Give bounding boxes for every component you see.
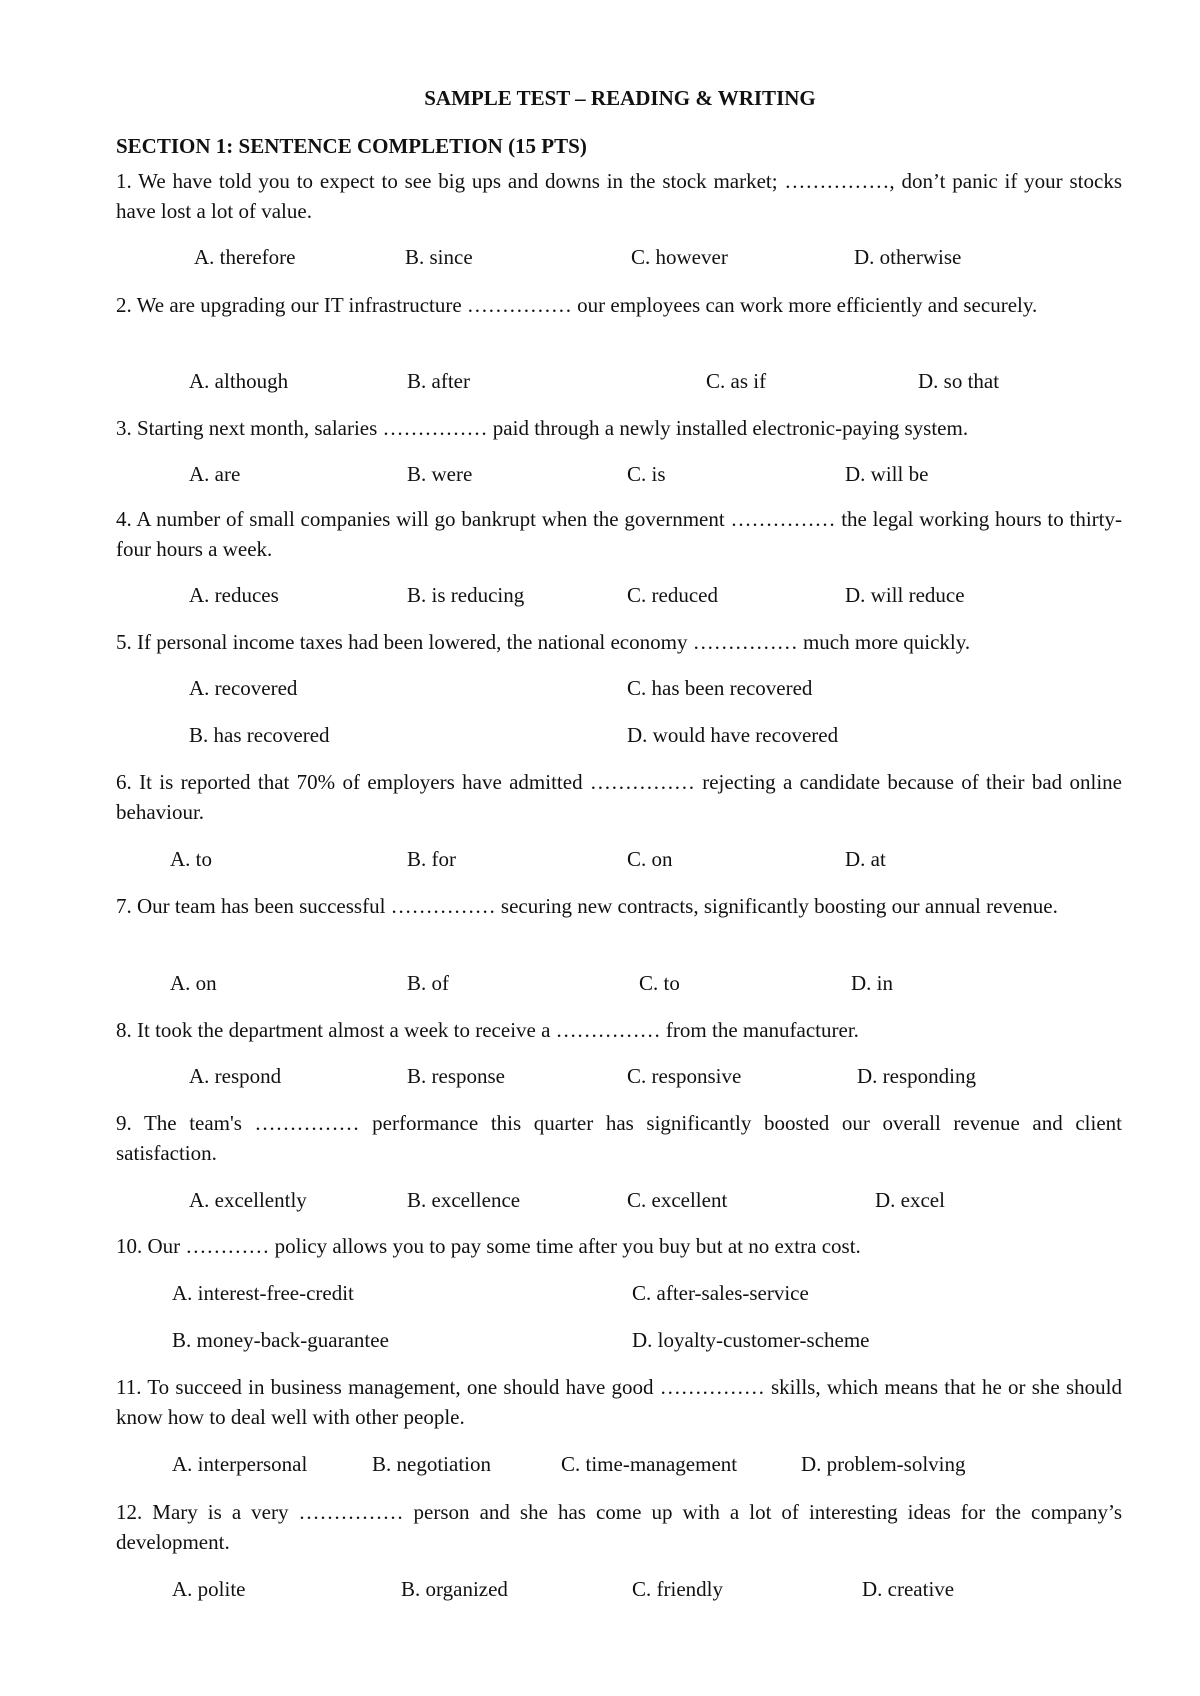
q3-option-b[interactable]: B. were xyxy=(407,462,473,486)
q12-option-c[interactable]: C. friendly xyxy=(632,1577,723,1601)
q11-option-a[interactable]: A. interpersonal xyxy=(172,1452,308,1476)
q5-option-d[interactable]: D. would have recovered xyxy=(627,723,839,747)
q8-option-b[interactable]: B. response xyxy=(407,1064,505,1088)
q8-option-c[interactable]: C. responsive xyxy=(627,1064,742,1088)
q7-option-d[interactable]: D. in xyxy=(851,971,893,995)
q2-option-d[interactable]: D. so that xyxy=(918,369,1000,393)
q4-option-b[interactable]: B. is reducing xyxy=(407,583,525,607)
q3-option-c[interactable]: C. is xyxy=(627,462,666,486)
q4-option-d[interactable]: D. will reduce xyxy=(845,583,965,607)
q2-option-c[interactable]: C. as if xyxy=(706,369,767,393)
q10-option-b[interactable]: B. money-back-guarantee xyxy=(172,1328,389,1352)
q10-option-a[interactable]: A. interest-free-credit xyxy=(172,1281,354,1305)
question-2: 2. We are upgrading our IT infrastructure …………… our employees can work more efficiently and securely. xyxy=(116,293,1038,317)
q10-option-c[interactable]: C. after-sales-service xyxy=(632,1281,809,1305)
q8-option-a[interactable]: A. respond xyxy=(189,1064,282,1088)
q7-option-c[interactable]: C. to xyxy=(639,971,680,995)
question-5: 5. If personal income taxes had been lowered, the national economy …………… much more quickly. xyxy=(116,630,971,654)
question-3: 3. Starting next month, salaries …………… paid through a newly installed electronic-paying system. xyxy=(116,416,969,440)
question-1: 1. We have told you to expect to see big ups and downs in the stock market; ……………, don’t panic if your stocks have lost a lot of value. xyxy=(116,169,1122,223)
q9-option-c[interactable]: C. excellent xyxy=(627,1188,728,1212)
question-4: 4. A number of small companies will go bankrupt when the government …………… the legal working hours to thirty-four hours a week. xyxy=(116,507,1122,561)
section-heading: SECTION 1: SENTENCE COMPLETION (15 PTS) xyxy=(116,134,587,158)
q7-option-b[interactable]: B. of xyxy=(407,971,449,995)
q5-option-b[interactable]: B. has recovered xyxy=(189,723,330,747)
q2-option-a[interactable]: A. although xyxy=(189,369,289,393)
q3-option-d[interactable]: D. will be xyxy=(845,462,929,486)
q11-option-b[interactable]: B. negotiation xyxy=(372,1452,491,1476)
question-11: 11. To succeed in business management, one should have good …………… skills, which means that he or she should know how to deal well with other people. xyxy=(116,1375,1122,1429)
q1-option-d[interactable]: D. otherwise xyxy=(854,245,962,269)
question-6: 6. It is reported that 70% of employers have admitted …………… rejecting a candidate because of their bad online behaviour. xyxy=(116,770,1122,824)
q6-option-c[interactable]: C. on xyxy=(627,847,673,871)
q11-option-d[interactable]: D. problem-solving xyxy=(801,1452,966,1476)
q7-option-a[interactable]: A. on xyxy=(170,971,217,995)
q5-option-a[interactable]: A. recovered xyxy=(189,676,298,700)
question-8: 8. It took the department almost a week to receive a …………… from the manufacturer. xyxy=(116,1018,859,1042)
q6-option-a[interactable]: A. to xyxy=(170,847,212,871)
question-9: 9. The team's …………… performance this quarter has significantly boosted our overall revenue and client satisfaction. xyxy=(116,1111,1122,1165)
q6-option-b[interactable]: B. for xyxy=(407,847,456,871)
q1-option-b[interactable]: B. since xyxy=(405,245,473,269)
q10-option-d[interactable]: D. loyalty-customer-scheme xyxy=(632,1328,870,1352)
q1-option-a[interactable]: A. therefore xyxy=(194,245,296,269)
q1-option-c[interactable]: C. however xyxy=(631,245,728,269)
q4-option-c[interactable]: C. reduced xyxy=(627,583,718,607)
q9-option-a[interactable]: A. excellently xyxy=(189,1188,307,1212)
q4-option-a[interactable]: A. reduces xyxy=(189,583,279,607)
page-title: SAMPLE TEST – READING & WRITING xyxy=(424,86,816,110)
q5-option-c[interactable]: C. has been recovered xyxy=(627,676,813,700)
question-12: 12. Mary is a very …………… person and she has come up with a lot of interesting ideas for the company’s development. xyxy=(116,1500,1122,1554)
question-10: 10. Our ………… policy allows you to pay some time after you buy but at no extra cost. xyxy=(116,1234,861,1258)
q3-option-a[interactable]: A. are xyxy=(189,462,241,486)
q9-option-b[interactable]: B. excellence xyxy=(407,1188,521,1212)
q12-option-d[interactable]: D. creative xyxy=(862,1577,955,1601)
q12-option-a[interactable]: A. polite xyxy=(172,1577,246,1601)
q11-option-c[interactable]: C. time-management xyxy=(561,1452,738,1476)
q12-option-b[interactable]: B. organized xyxy=(401,1577,508,1601)
question-7: 7. Our team has been successful …………… securing new contracts, significantly boosting our annual revenue. xyxy=(116,894,1058,918)
q2-option-b[interactable]: B. after xyxy=(407,369,470,393)
q9-option-d[interactable]: D. excel xyxy=(875,1188,945,1212)
q8-option-d[interactable]: D. responding xyxy=(857,1064,976,1088)
q6-option-d[interactable]: D. at xyxy=(845,847,886,871)
